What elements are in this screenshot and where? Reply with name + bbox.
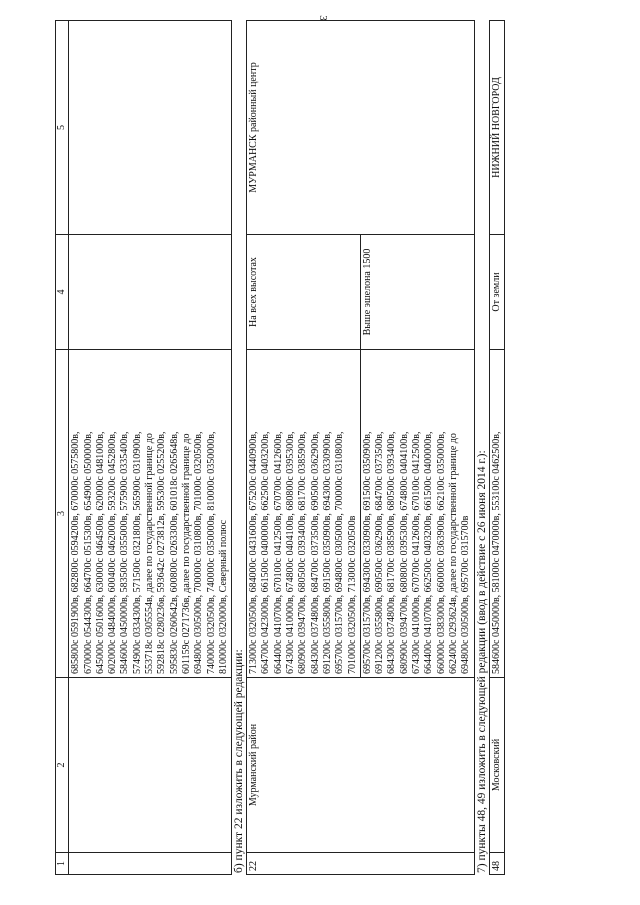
center-cell: МУРМАНСК районный центр: [247, 21, 474, 235]
center-cell: НИЖНИЙ НОВГОРОД: [489, 21, 504, 235]
header-col-4: 4: [56, 235, 69, 350]
table-row-48: [489, 21, 504, 875]
region-name: Мурманский район: [247, 678, 474, 853]
document-body: [55, 20, 505, 875]
header-col-2: 2: [56, 678, 69, 853]
header-col-1: 1: [56, 853, 69, 875]
header-col-3: 3: [56, 350, 69, 678]
section-b-heading: б) пункт 22 изложить в следующей редакции:: [233, 649, 246, 873]
row-number: 48: [489, 853, 504, 875]
airspace-table-22: [246, 20, 474, 875]
header-col-5: 5: [56, 21, 69, 235]
region-name: Московский: [489, 678, 504, 853]
section-7-heading: 7) пункты 48, 49 изложить в следующей редакции (ввод в действие с 26 июня 2014 г.):: [475, 450, 488, 873]
coordinates-cell: 713000с 0320500в, 684000с 0431600в, 675200с 0440900в, 664700с 0423000в, 661500с 0400000в, 662500с 0403200в, 664400с 0410700в, 670100с 0412500в, 670700с 0412600в, 674300с 0410000в, 674800с 0404100в, 680800с 0395300в, 680900с 0394700в, 680500с 0393400в, 681700с 0385900в, 684300с 0374800в, 684700с 0373500в, 690500с 0362900в, 691200с 0355800в, 691500с 0350900в, 694300с 0330900в, 695700с 0315700в, 694800с 0305000в, 700000с 0310800в, 701000с 0320500в, 713000с 0320500в: [247, 350, 361, 678]
row-number: 22: [247, 853, 474, 875]
table-header-row: [56, 21, 69, 875]
altitude-cell: Выше эшелона 1500: [360, 235, 474, 350]
coordinates-cell: 584600с 0450000в, 581000с 0470000в, 553100с 0462500в,: [489, 350, 504, 678]
coordinates-cell: 695700с 0315700в, 694300с 0330900в, 691500с 0350900в, 691200с 0355800в, 690500с 0362900в, 684700с 0373500в, 684300с 0374800в, 681700с 0385900в, 680500с 0393400в, 680900с 0394700в, 680800с 0395300в, 674800с 0404100в, 674300с 0410000в, 670700с 0412600в, 670100с 0412500в, 664400с 0410700в, 662500с 0403200в, 661500с 0400000в, 660000с 0383000в, 660000с 0363900в, 662100с 0350000в, 662400с 0293624в, далее по государственной границе до 694800с 0305000в, 695700с 0315700в: [360, 350, 474, 678]
altitude-cell: От земли: [489, 235, 504, 350]
coordinates-cell: 685800с 0591900в, 682800с 0594200в, 670000с 0575800в, 670000с 0544300в, 664700с 0515300в, 654900с 0500000в, 645000с 0501600в, 630000с 0464500в, 620000с 0481000в, 602000с 0484000в, 600400с 0462000в, 593200с 0452800в, 584600с 0450000в, 583500с 0355000в, 575900с 0335400в, 574900с 0334300в, 571500с 0321800в, 565900с 0310900в, 553718с 0305554в, далее по государственной границе до 592818с 0280236в, 593642с 0273812в, 595300с 0255200в, 595830с 0260642в, 600800с 0263300в, 601018с 0265648в, 601159с 0271736в, далее по государственной границе до 694800с 0305000в, 700000с 0310800в, 701000с 0320500в, 740000с 0320500в, 740000с 0350000в, 810000с 0350000в, 810000с 0320000в, Северный полюс: [69, 350, 232, 678]
page-number: 3: [316, 15, 329, 21]
table-row-22: [247, 21, 361, 875]
altitude-cell: На всех высотах: [247, 235, 361, 350]
airspace-table-48: [489, 20, 505, 875]
table-row: [69, 21, 232, 875]
airspace-table-top: [55, 20, 232, 875]
